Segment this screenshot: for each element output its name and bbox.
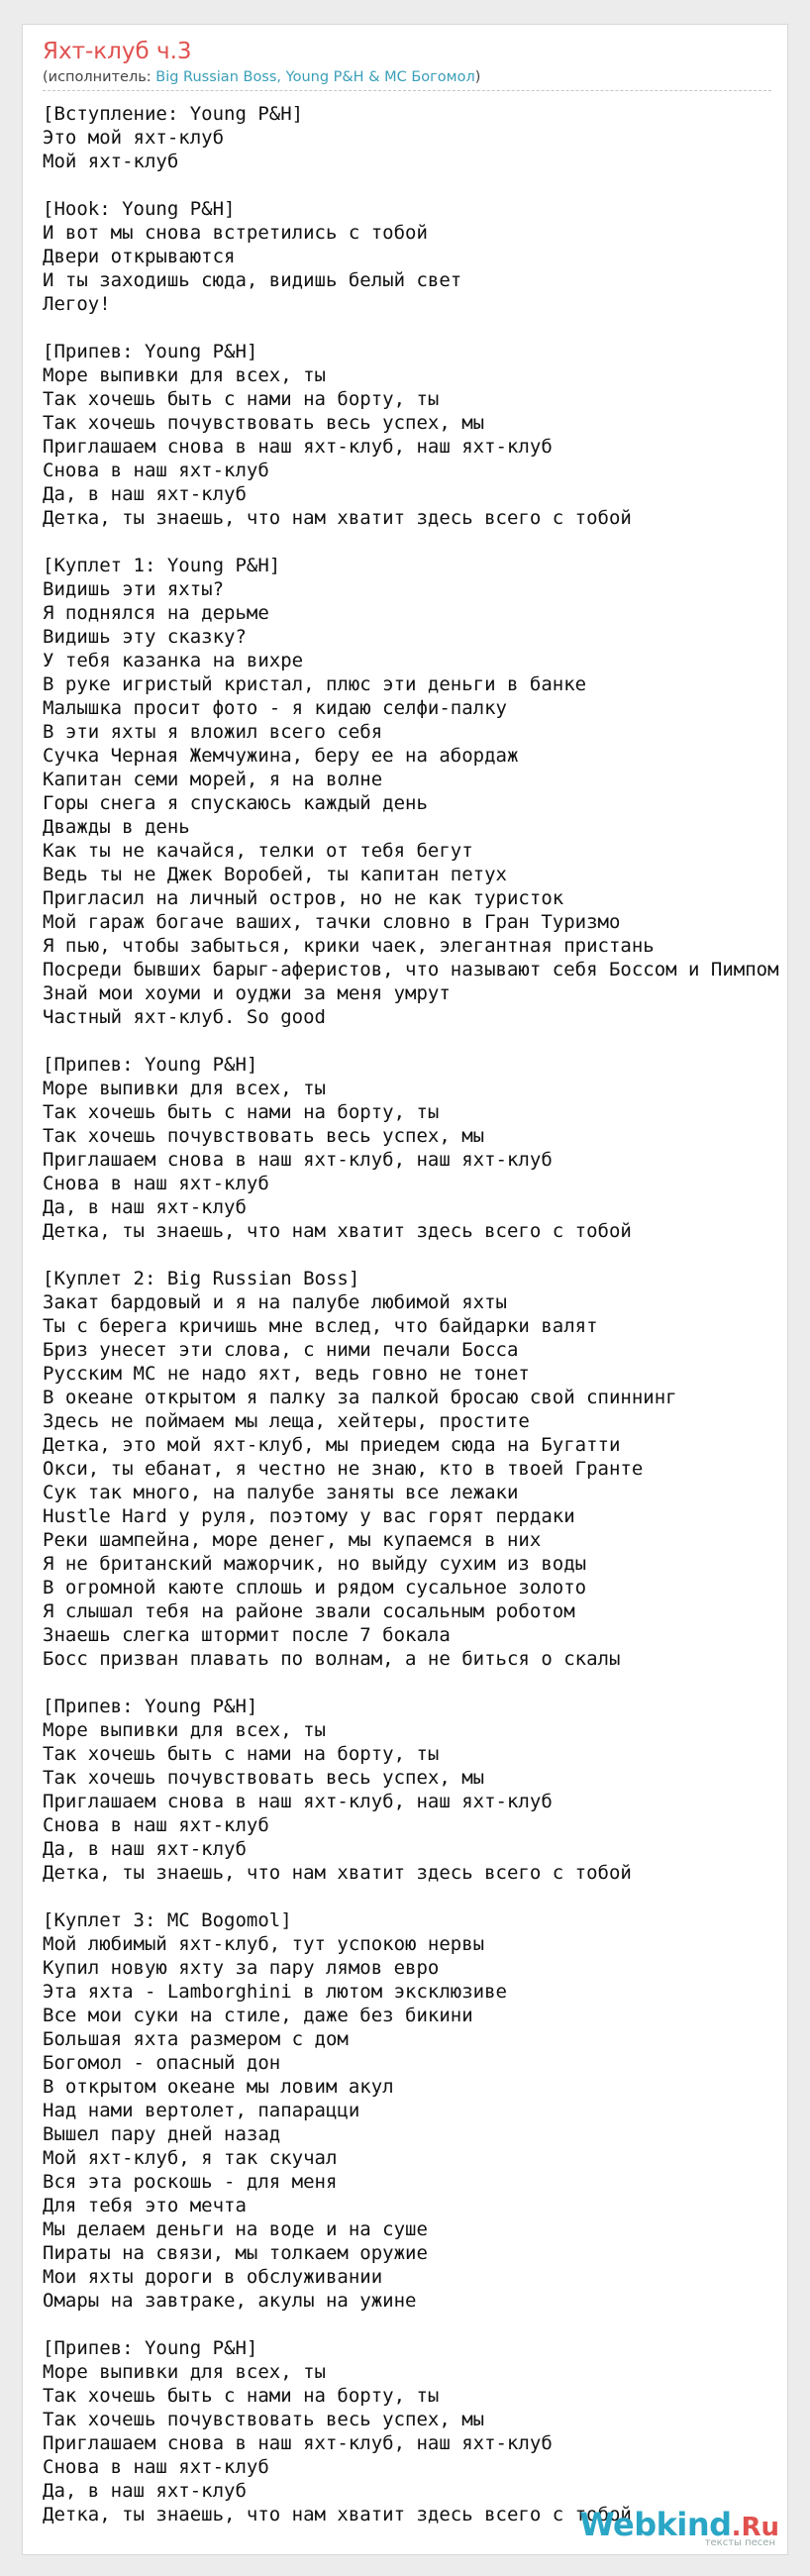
- site-logo[interactable]: [579, 2506, 779, 2548]
- divider: [43, 90, 771, 91]
- artists-suffix: ): [474, 69, 481, 85]
- logo-tld: .Ru: [731, 2513, 779, 2542]
- artists-link[interactable]: Big Russian Boss, Young P&H & MC Богомол: [155, 69, 475, 85]
- logo-tagline: тексты песен: [704, 2537, 775, 2548]
- page-title: Яхт-клуб ч.3: [43, 39, 192, 64]
- artists-line: [43, 69, 480, 85]
- logo-name: Webkind: [579, 2506, 732, 2543]
- lyrics-card: [22, 24, 788, 2555]
- artists-prefix: (исполнитель:: [43, 69, 156, 85]
- lyrics-text: [Вступление: Young P&H] Это мой яхт-клуб Мой яхт-клуб [Hook: Young P&H] И вот мы снова встретились с тобой Двери открываются И ты заходишь сюда, видишь белый свет Легоу! [Припев: Young P&H] Море выпивки для всех, ты Так хочешь быть с нами на борту, ты Так хочешь почувствовать весь успех, мы Приглашаем снова в наш яхт-клуб, наш яхт-клуб Снова в наш яхт-клуб Да, в наш яхт-клуб Детка, ты знаешь, что нам хватит здесь всего с тобой [Куплет 1: Young P&H] Видишь эти яхты? Я поднялся на дерьме Видишь эту сказку? У тебя казанка на вихре В руке игристый кристал, плюс эти деньги в банке Малышка просит фото - я кидаю селфи-палку В эти яхты я вложил всего себя Сучка Черная Жемчужина, беру ее на абордаж Капитан семи морей, я на волне Горы снега я спускаюсь каждый день Дважды в день Как ты не качайся, телки от тебя бегут Ведь ты не Джек Воробей, ты капитан петух Пригласил на личный остров, но не как туристок Мой гараж богаче ваших, тачки словно в Гран Туризмо Я пью, чтобы забыться, крики чаек, элегантная пристань Посреди бывших барыг-аферистов, что называют себя Боссом и Пимпом Знай мои хоуми и оуджи за меня умрут Частный яхт-клуб. So good [Припев: Young P&H] Море выпивки для всех, ты Так хочешь быть с нами на борту, ты Так хочешь почувствовать весь успех, мы Приглашаем снова в наш яхт-клуб, наш яхт-клуб Снова в наш яхт-клуб Да, в наш яхт-клуб Детка, ты знаешь, что нам хватит здесь всего с тобой [Куплет 2: Big Russian Boss] Закат бардовый и я на палубе любимой яхты Ты с берега кричишь мне вслед, что байдарки валят Бриз унесет эти слова, с ними печали Босса Русским МС не надо яхт, ведь говно не тонет В океане открытом я палку за палкой бросаю свой спиннинг Здесь не поймаем мы леща, хейтеры, простите Детка, это мой яхт-клуб, мы приедем сюда на Бугатти Окси, ты ебанат, я честно не знаю, кто в твоей Гранте Сук так много, на палубе заняты все лежаки Hustle Hard у руля, поэтому у вас горят пердаки Реки шампейна, море денег, мы купаемся в них Я не британский мажорчик, но выйду сухим из воды В огромной каюте сплошь и рядом сусальное золото Я слышал тебя на районе звали сосальным роботом Знаешь слегка штормит после 7 бокала Босс призван плавать по волнам, а не биться о скалы [Припев: Young P&H] Море выпивки для всех, ты Так хочешь быть с нами на борту, ты Так хочешь почувствовать весь успех, мы Приглашаем снова в наш яхт-клуб, наш яхт-клуб Снова в наш яхт-клуб Да, в наш яхт-клуб Детка, ты знаешь, что нам хватит здесь всего с тобой [Куплет 3: MC Bogomol] Мой любимый яхт-клуб, тут успокою нервы Купил новую яхту за пару лямов евро Эта яхта - Lamborghini в лютом эксклюзиве Все мои суки на стиле, даже без бикини Большая яхта размером с дом Богомол - опасный дон В открытом океане мы ловим акул Над нами вертолет, папарацци Вышел пару дней назад Мой яхт-клуб, я так скучал Вся эта роскошь - для меня Для тебя это мечта Мы делаем деньги на воде и на суше Пираты на связи, мы толкаем оружие Мои яхты дороги в обслуживании Омары на завтраке, акулы на ужине [Припев: Young P&H] Море выпивки для всех, ты Так хочешь быть с нами на борту, ты Так хочешь почувствовать весь успех, мы Приглашаем снова в наш яхт-клуб, наш яхт-клуб Снова в наш яхт-клуб Да, в наш яхт-клуб Детка, ты знаешь, что нам хватит здесь всего с тобой: [43, 103, 779, 2525]
